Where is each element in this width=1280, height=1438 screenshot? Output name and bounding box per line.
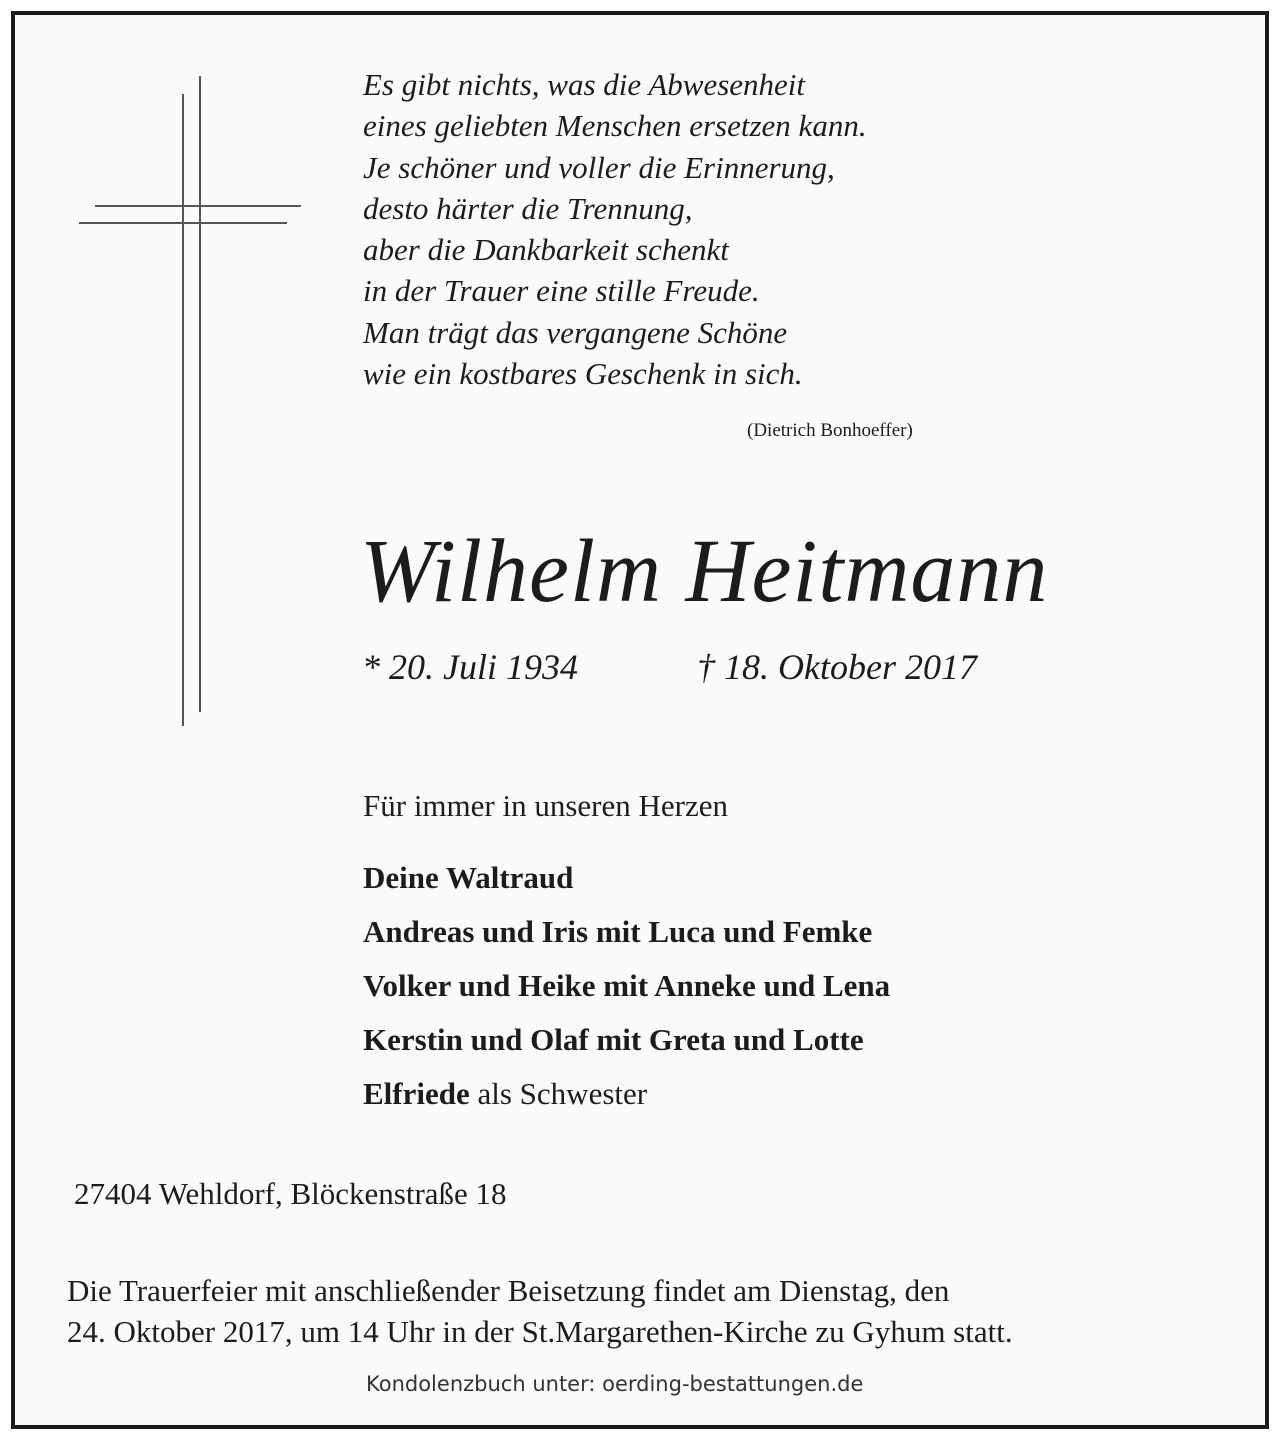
family-member-sister	[363, 1067, 890, 1121]
deceased-name: Wilhelm Heitmann	[360, 522, 1049, 621]
poem-line: Es gibt nichts, was die Abwesenheit	[363, 67, 806, 102]
birth-date: * 20. Juli 1934	[362, 647, 578, 687]
family-list	[363, 851, 890, 1121]
family-member: Kerstin und Olaf mit Greta und Lotte	[363, 1022, 864, 1057]
condolence-note: Kondolenzbuch unter: oerding-bestattungen.de	[366, 1372, 864, 1396]
poem-line: wie ein kostbares Geschenk in sich.	[363, 356, 803, 392]
poem	[363, 64, 867, 394]
service-line: 24. Oktober 2017, um 14 Uhr in der St.Margarethen-Kirche zu Gyhum statt.	[67, 1314, 1013, 1349]
address: 27404 Wehldorf, Blöckenstraße 18	[74, 1176, 507, 1211]
poem-line: Je schöner und voller die Erinnerung,	[363, 149, 835, 185]
death-date: † 18. Oktober 2017	[697, 647, 977, 687]
family-member: Volker und Heike mit Anneke und Lena	[363, 968, 891, 1003]
poem-line: eines geliebten Menschen ersetzen kann.	[363, 108, 867, 144]
family-member: Andreas und Iris mit Luca und Femke	[363, 914, 873, 949]
poem-line: desto härter die Trennung,	[363, 190, 693, 226]
service-line: Die Trauerfeier mit anschließender Beisetzung findet am Dienstag, den	[67, 1273, 950, 1308]
motto: Für immer in unseren Herzen	[363, 788, 728, 823]
poem-line: aber die Dankbarkeit schenkt	[363, 232, 729, 268]
sister-name: Elfriede	[363, 1076, 470, 1111]
funeral-service-notice	[67, 1270, 1013, 1352]
cross-icon	[0, 0, 320, 740]
sister-relation: als Schwester	[477, 1076, 648, 1111]
family-member: Deine Waltraud	[363, 860, 574, 895]
poem-line: Man trägt das vergangene Schöne	[363, 314, 788, 350]
poem-attribution: (Dietrich Bonhoeffer)	[747, 420, 913, 441]
poem-line: in der Trauer eine stille Freude.	[363, 273, 760, 309]
